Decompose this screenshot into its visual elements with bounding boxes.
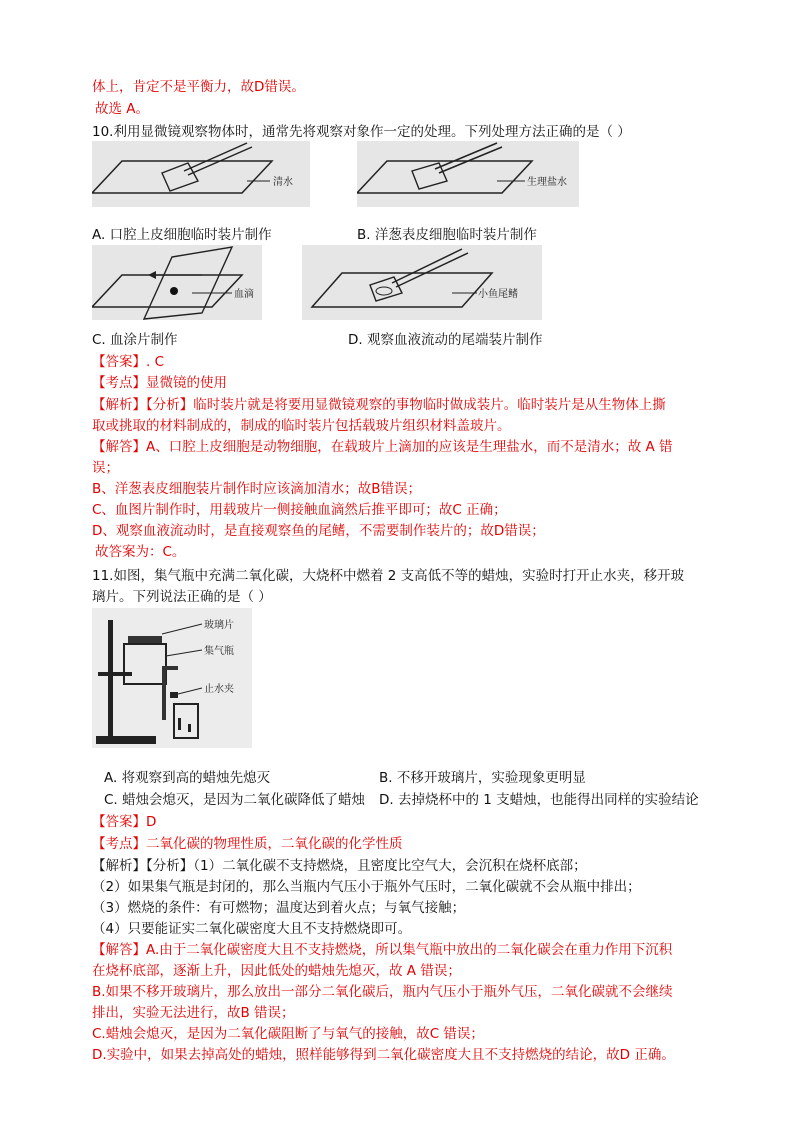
q10-figure-b [357, 141, 579, 207]
q10-option-a: A. 口腔上皮细胞临时装片制作 [92, 227, 272, 243]
q11-option-a: A. 将观察到高的蜡烛先熄灭 [104, 770, 271, 786]
q10-kaodian: 【考点】显微镜的使用 [92, 375, 227, 391]
q10-analysis-4: 误； [92, 460, 119, 476]
q10-figure-d [302, 245, 542, 320]
q10-analysis-8: 故答案为：C。 [95, 544, 186, 560]
q10-option-c: C. 血涂片制作 [92, 332, 178, 348]
q10-figure-c [92, 245, 262, 320]
q11-analysis-7: B.如果不移开玻璃片，那么放出一部分二氧化碳后，瓶内气压小于瓶外气压，二氧化碳就不会继续 [92, 984, 673, 1000]
q10-analysis-5: B、洋葱表皮细胞装片制作时应该滴加清水；故B错误； [92, 481, 422, 497]
q11-option-b: B. 不移开玻璃片，实验现象更明显 [379, 770, 586, 786]
label-jiqiping: 集气瓶 [204, 646, 234, 657]
q11-analysis-2: （2）如果集气瓶是封闭的，那么当瓶内气压小于瓶外气压时，二氧化碳就不会从瓶中排出； [92, 879, 641, 895]
q11-option-c: C. 蜡烛会熄灭，是因为二氧化碳降低了蜡烛 [104, 792, 366, 808]
q11-figure [92, 608, 252, 748]
q10-analysis-2: 取或挑取的材料制成的，制成的临时装片包括载玻片组织材料盖玻片。 [92, 418, 511, 434]
q11-analysis-9: C.蜡烛会熄灭，是因为二氧化碳阻断了与氧气的接触，故C 错误； [92, 1026, 484, 1042]
q10-option-d: D. 观察血液流动的尾端装片制作 [348, 332, 543, 348]
q11-analysis-4: （4）只要能证实二氧化碳密度大且不支持燃烧即可。 [92, 921, 412, 937]
q10-figure-a [92, 141, 310, 207]
q11-stem-2: 璃片。下列说法正确的是（ ） [92, 589, 272, 605]
q10-analysis-6: C、血图片制作时，用载玻片一侧接触血滴然后推平即可；故C 正确； [92, 502, 507, 518]
q11-analysis-1: 【解析】【分析】（1）二氧化碳不支持燃烧，且密度比空气大，会沉积在烧杯底部； [92, 858, 587, 874]
label-xiaoyuweiqi: 小鱼尾鳍 [478, 289, 518, 300]
label-qingshui: 清水 [273, 177, 293, 188]
q11-stem-1: 11.如图，集气瓶中充满二氧化碳，大烧杯中燃着 2 支高低不等的蜡烛，实验时打开止水夹，移开玻 [92, 568, 685, 584]
q10-option-b: B. 洋葱表皮细胞临时装片制作 [357, 227, 537, 243]
q10-analysis-1: 【解析】【分析】临时装片就是将要用显微镜观察的事物临时做成装片。临时装片是从生物体上撕 [92, 397, 666, 413]
q11-analysis-5: 【解答】A.由于二氧化碳密度大且不支持燃烧，所以集气瓶中放出的二氧化碳会在重力作用下沉积 [92, 942, 673, 958]
q11-answer: 【答案】D [92, 814, 157, 830]
q11-analysis-6: 在烧杯底部，逐渐上升，因此低处的蜡烛先熄灭，故 A 错误； [92, 963, 461, 979]
q11-analysis-10: D.实验中，如果去掉高处的蜡烛，照样能够得到二氧化碳密度大且不支持燃烧的结论，故D 正确。 [92, 1047, 675, 1063]
q11-kaodian: 【考点】二氧化碳的物理性质，二氧化碳的化学性质 [92, 836, 403, 852]
label-xuedi: 血滴 [234, 289, 254, 300]
carryover-answer: 故选 A。 [95, 101, 150, 117]
q10-analysis-3: 【解答】A、口腔上皮细胞是动物细胞，在载玻片上滴加的应该是生理盐水，而不是清水；故 A 错 [92, 439, 673, 455]
label-shenglyanshui: 生理盐水 [527, 177, 567, 188]
q10-answer: 【答案】. C [92, 354, 165, 370]
q10-analysis-7: D、观察血液流动时，是直接观察鱼的尾鳍，不需要制作装片的；故D错误； [92, 523, 545, 539]
label-boli: 玻璃片 [204, 620, 234, 631]
q11-option-d: D. 去掉烧杯中的 1 支蜡烛，也能得出同样的实验结论 [379, 792, 699, 808]
q11-analysis-8: 排出，实验无法进行，故B 错误； [92, 1005, 295, 1021]
q10-stem: 10.利用显微镜观察物体时，通常先将观察对象作一定的处理。下列处理方法正确的是（ ） [92, 124, 631, 140]
carryover-line: 体上，肯定不是平衡力，故D错误。 [92, 79, 305, 95]
label-zhishuijia: 止水夹 [204, 684, 234, 695]
q11-analysis-3: （3）燃烧的条件：有可燃物；温度达到着火点；与氧气接触； [92, 900, 466, 916]
